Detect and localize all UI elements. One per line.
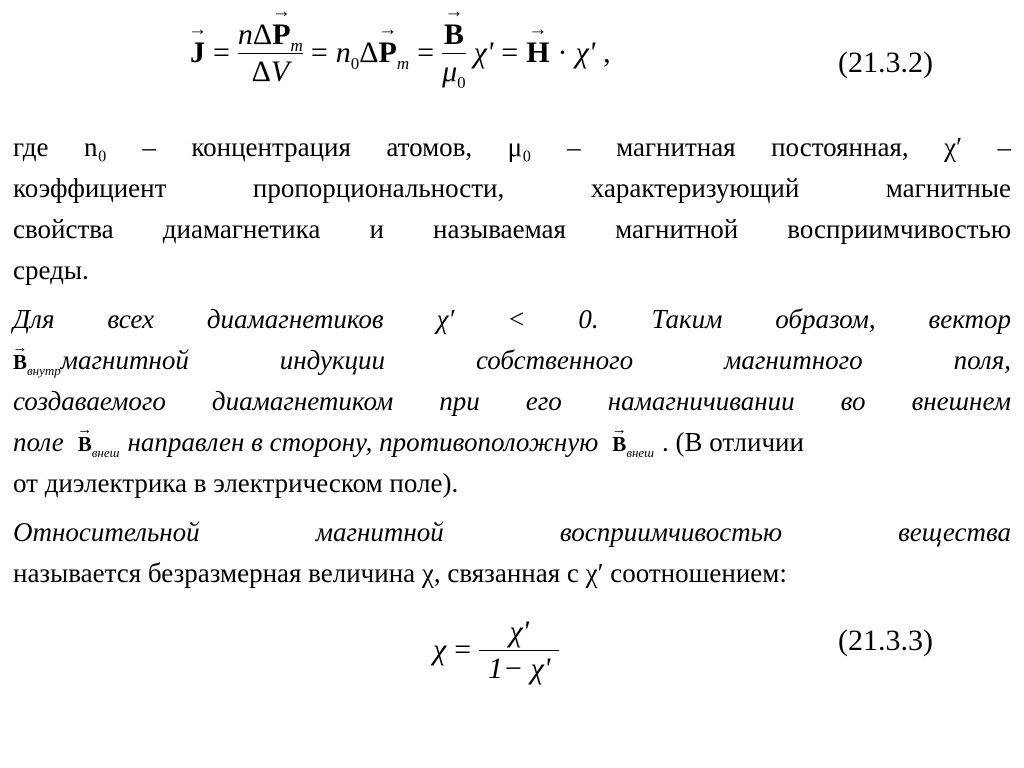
equation-21-3-2: → J = $\frac{n\Delta\to P_m}{\Delta V}$ = $n_0\Delta\to P_m$ = → $\frac{B}{\mu_0}$ χ' = → H · χ' ,: [190, 8, 611, 98]
fraction-B-over-mu0: → $\frac{B}{\mu_0}$: [442, 18, 466, 89]
vector-H: → H: [526, 36, 549, 70]
equation-number-21-3-3: (21.3.3): [838, 624, 933, 657]
paragraph-line: от диэлектрика в электрическом поле).: [13, 468, 459, 498]
equation-number-21-3-2: (21.3.2): [838, 46, 933, 79]
vector-B-inner: → B: [13, 342, 27, 383]
paragraph-line: создаваемого диамагнетиком при его намагничивании во внешнем: [13, 386, 1011, 416]
vector-B-outer: → B: [78, 424, 92, 465]
equation-21-3-3: χ = $\frac{\chi'}{1- \chi'}$: [433, 600, 559, 700]
fraction-chi: $\frac{\chi'}{1- \chi'}$: [479, 615, 559, 686]
paragraph-line: среды.: [13, 255, 89, 285]
paragraph-line: свойства диамагнетика и называемая магнитной восприимчивостью: [13, 214, 1011, 244]
vector-J: → J: [190, 36, 205, 70]
paragraph-line: называется безразмерная величина χ, связанная с χ′ соотношением:: [13, 558, 787, 588]
paragraph-line-with-vectors: поле → $B_{внеш}$ направлен в сторону, противоположную → $B_{внеш}$ . (В отличии: [13, 422, 1011, 467]
paragraph-line: где n₀ – концентрация атомов, μ₀ – магнитная постоянная, χ′ –: [13, 132, 1011, 162]
paragraph-line: коэффициент пропорциональности, характеризующий магнитные: [13, 173, 1011, 203]
vector-B-outer-2: → B: [612, 424, 626, 465]
paragraph-line-with-vector: → $B_{внутр}$ магнитной индукции собственного магнитного поля,: [13, 340, 1011, 385]
paragraph-line: Для всех диамагнетиков χ′ < 0. Таким образом, вектор: [13, 304, 1011, 334]
paragraph-line: Относительной магнитной восприимчивостью вещества: [13, 517, 1011, 547]
fraction-nP-over-V: $\frac{n\Delta\to P_m}{\Delta V}$: [238, 18, 303, 89]
n0-delta-pm: $n_0\Delta\to P_m$: [336, 36, 409, 70]
